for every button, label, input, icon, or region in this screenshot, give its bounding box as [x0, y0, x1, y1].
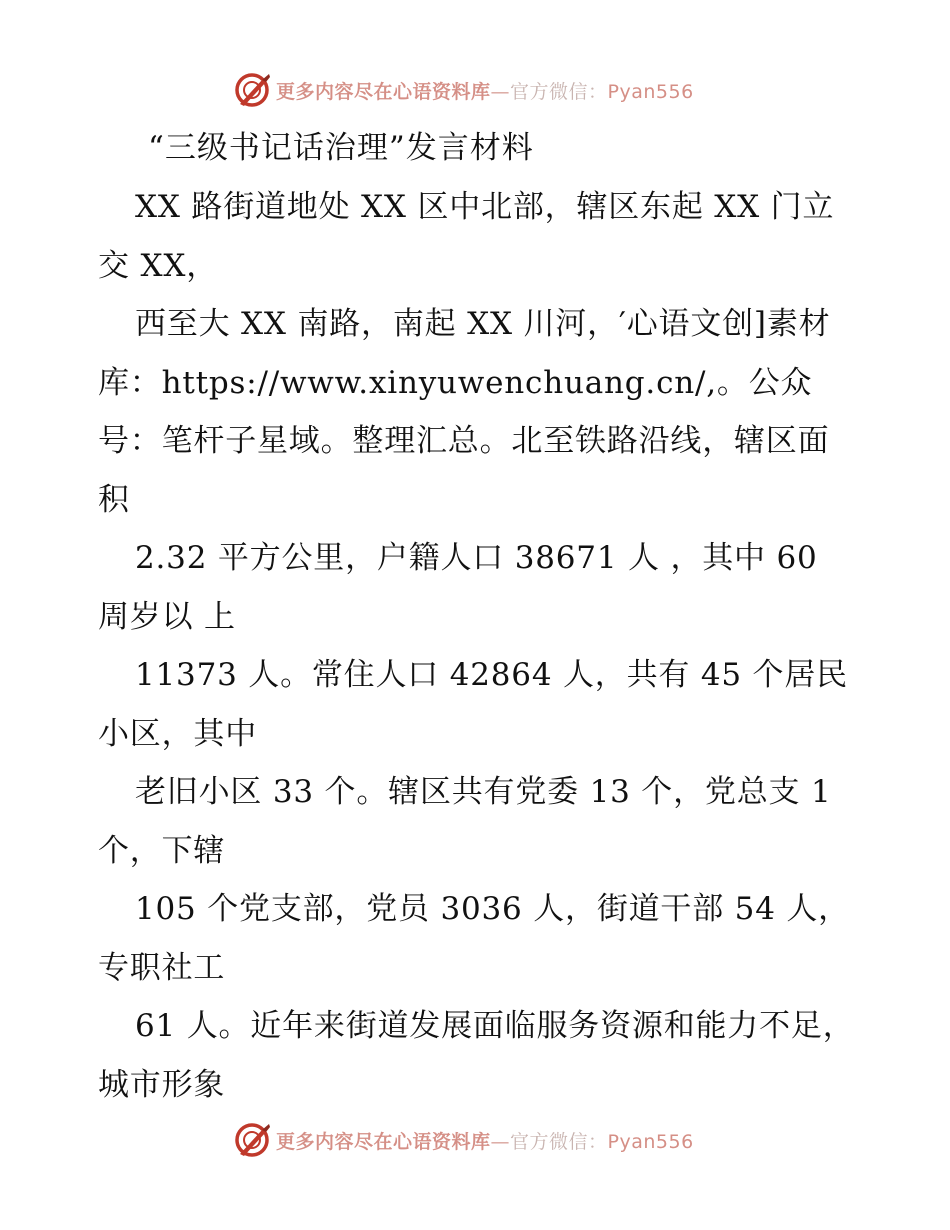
- paragraph: 61 人。近年来街道发展面临服务资源和能力不足，城市形象: [98, 1008, 855, 1103]
- banner-wechat-id: Pyan556: [607, 1130, 694, 1153]
- banner-wechat-label: 官方微信：: [510, 80, 608, 103]
- banner-brand-text: 更多内容尽在心语资料库: [276, 1130, 491, 1153]
- banner-wechat-id: Pyan556: [607, 80, 694, 103]
- banner-wechat-label: 官方微信：: [510, 1130, 608, 1153]
- logo-brush-icon: [232, 1120, 272, 1160]
- paragraph: 105 个党支部，党员 3036 人，街道干部 54 人，专职社工: [98, 891, 850, 986]
- document-body: [98, 122, 858, 1114]
- paragraph: 老旧小区 33 个。辖区共有党委 13 个，党总支 1个，下辖: [98, 774, 832, 869]
- paragraph: 11373 人。常住人口 42864 人，共有 45 个居民小区，其中: [98, 657, 848, 752]
- header-watermark-banner: [232, 70, 694, 110]
- paragraph: 2.32 平方公里，户籍人口 38671 人 ，其中 60 周岁以 上: [98, 540, 818, 635]
- logo-brush-icon: [232, 70, 272, 110]
- banner-brand-text: 更多内容尽在心语资料库: [276, 80, 491, 103]
- banner-separator: —: [490, 1130, 511, 1153]
- document-title: “三级书记话治理”发言材料: [148, 130, 534, 166]
- paragraph: XX 路街道地处 XX 区中北部，辖区东起 XX 门立交 XX，: [98, 189, 835, 284]
- footer-watermark-banner: [232, 1120, 694, 1160]
- banner-separator: —: [490, 80, 511, 103]
- paragraph: 西至大 XX 南路，南起 XX 川河，′心语文创]素材库：https://www.xinyuwenchuang.cn/,。公众号：笔杆子星域。整理汇总。北至铁路沿线，辖区面积: [98, 306, 831, 518]
